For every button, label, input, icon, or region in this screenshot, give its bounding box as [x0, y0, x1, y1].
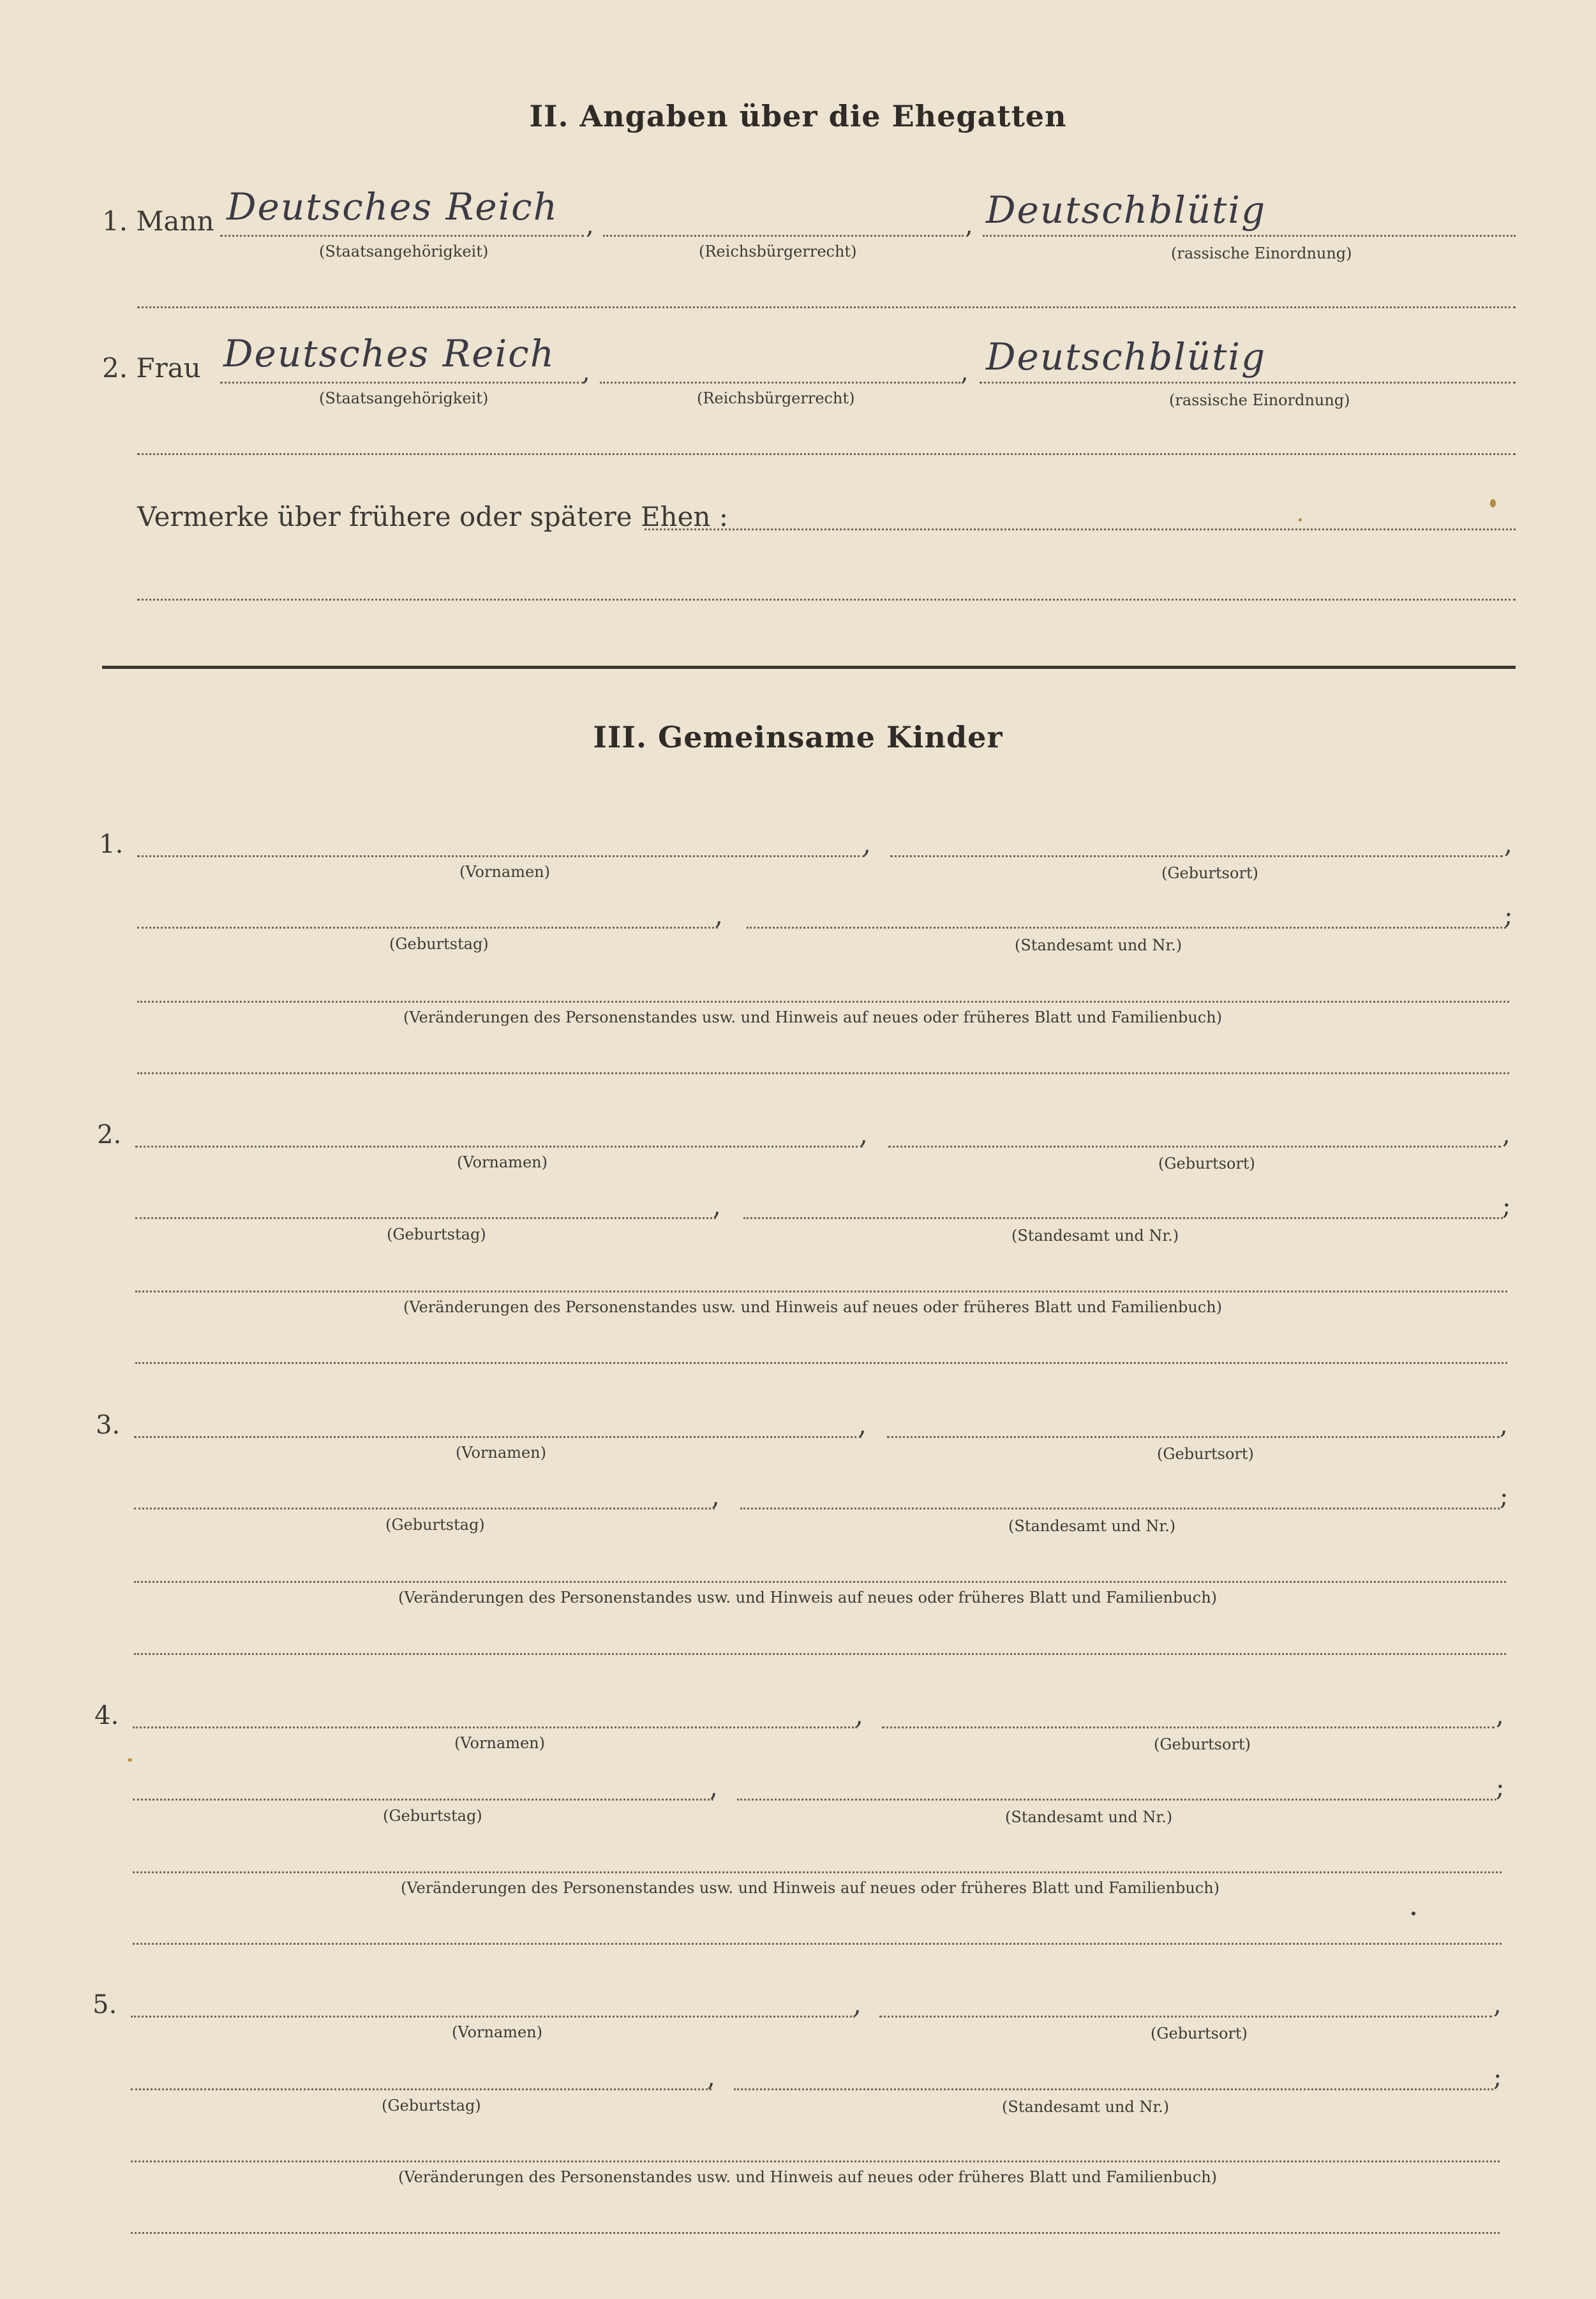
extra-line[interactable] — [131, 2232, 1500, 2234]
standesamt-caption: (Standesamt und Nr.) — [1011, 1227, 1179, 1245]
semicolon: ; — [1502, 1192, 1511, 1221]
vornamen-line[interactable] — [137, 855, 865, 857]
geburtsort-line[interactable] — [890, 855, 1503, 857]
comma: , — [853, 1990, 861, 2019]
vornamen-line[interactable] — [134, 1436, 861, 1438]
geburtsort-caption: (Geburtsort) — [1161, 864, 1258, 882]
frau-reichsbuergerrecht-line[interactable] — [600, 382, 960, 384]
veraenderungen-line[interactable] — [137, 1001, 1509, 1003]
geburtstag-line[interactable] — [137, 927, 718, 929]
vermerke-line[interactable] — [645, 528, 1516, 530]
child-number: 1. — [99, 830, 124, 859]
vornamen-caption: (Vornamen) — [457, 1153, 548, 1171]
frau-staatsangehoerigkeit-line[interactable] — [220, 382, 584, 384]
comma: , — [713, 1192, 721, 1221]
child-number: 5. — [93, 1990, 117, 2019]
comma: , — [582, 357, 590, 387]
comma: , — [712, 1482, 720, 1511]
veraenderungen-line[interactable] — [135, 1291, 1507, 1292]
geburtstag-caption: (Geburtstag) — [389, 935, 489, 953]
comma: , — [855, 1701, 863, 1730]
semicolon: ; — [1493, 2063, 1502, 2092]
frau-extra-line[interactable] — [137, 453, 1516, 455]
geburtstag-line[interactable] — [134, 1508, 715, 1509]
veraenderungen-line[interactable] — [133, 1871, 1502, 1873]
frau-reichsbuergerrecht-caption: (Reichsbürgerrecht) — [697, 389, 855, 407]
geburtstag-caption: (Geburtstag) — [385, 1516, 485, 1534]
comma: , — [1502, 1120, 1510, 1150]
mann-extra-line[interactable] — [137, 306, 1516, 308]
frau-label: 2. Frau — [102, 352, 201, 384]
semicolon: ; — [1504, 901, 1513, 931]
paper-stain — [1490, 499, 1496, 507]
semicolon: ; — [1496, 1773, 1505, 1802]
frau-staatsangehoerigkeit-handwriting: Deutsches Reich — [223, 332, 555, 375]
frau-rassische-caption: (rassische Einordnung) — [1169, 391, 1350, 409]
paper-stain — [128, 1758, 132, 1762]
geburtstag-line[interactable] — [131, 2088, 712, 2090]
geburtstag-line[interactable] — [135, 1217, 716, 1219]
vornamen-caption: (Vornamen) — [459, 863, 550, 881]
veraenderungen-line[interactable] — [134, 1581, 1506, 1583]
veraenderungen-caption: (Veränderungen des Personenstandes usw. und Hinweis auf neues oder früheres Blatt und Familienbuch) — [403, 1298, 1223, 1316]
geburtsort-line[interactable] — [882, 1726, 1495, 1728]
comma: , — [965, 211, 973, 240]
geburtsort-caption: (Geburtsort) — [1151, 2025, 1248, 2042]
vornamen-caption: (Vornamen) — [456, 1444, 546, 1462]
mann-rassische-handwriting: Deutschblütig — [986, 188, 1267, 232]
standesamt-caption: (Standesamt und Nr.) — [1008, 1517, 1176, 1535]
standesamt-line[interactable] — [747, 927, 1506, 929]
geburtstag-caption: (Geburtstag) — [382, 2097, 481, 2115]
mann-staatsangehoerigkeit-line[interactable] — [220, 235, 584, 237]
extra-line[interactable] — [133, 1943, 1502, 1945]
vornamen-caption: (Vornamen) — [452, 2023, 542, 2041]
comma: , — [710, 1773, 718, 1802]
geburtsort-line[interactable] — [888, 1146, 1501, 1148]
comma: , — [586, 211, 594, 240]
vornamen-line[interactable] — [135, 1146, 863, 1148]
geburtsort-line[interactable] — [887, 1436, 1500, 1438]
mann-rassische-line[interactable] — [983, 235, 1516, 237]
section-divider — [102, 666, 1516, 669]
veraenderungen-caption: (Veränderungen des Personenstandes usw. und Hinweis auf neues oder früheres Blatt und Familienbuch) — [401, 1879, 1220, 1897]
veraenderungen-caption: (Veränderungen des Personenstandes usw. und Hinweis auf neues oder früheres Blatt und Familienbuch) — [403, 1008, 1223, 1026]
frau-rassische-handwriting: Deutschblütig — [986, 335, 1267, 378]
veraenderungen-caption: (Veränderungen des Personenstandes usw. und Hinweis auf neues oder früheres Blatt und Familienbuch) — [398, 2168, 1218, 2186]
veraenderungen-caption: (Veränderungen des Personenstandes usw. und Hinweis auf neues oder früheres Blatt und Familienbuch) — [398, 1589, 1218, 1606]
geburtsort-caption: (Geburtsort) — [1158, 1155, 1255, 1172]
mann-rassische-caption: (rassische Einordnung) — [1171, 244, 1352, 262]
standesamt-line[interactable] — [737, 1799, 1496, 1801]
standesamt-caption: (Standesamt und Nr.) — [1005, 1808, 1173, 1826]
comma: , — [1504, 830, 1512, 859]
vermerke-extra-line[interactable] — [137, 599, 1516, 601]
comma: , — [715, 901, 723, 931]
vornamen-line[interactable] — [133, 1726, 857, 1728]
geburtsort-line[interactable] — [879, 2016, 1492, 2018]
semicolon: ; — [1500, 1482, 1509, 1511]
vornamen-caption: (Vornamen) — [454, 1734, 545, 1752]
mann-staatsangehoerigkeit-handwriting: Deutsches Reich — [227, 185, 558, 228]
mann-label: 1. Mann — [102, 206, 214, 237]
section-title-ehegatten: II. Angaben über die Ehegatten — [529, 99, 1067, 133]
mann-staatsangehoerigkeit-caption: (Staatsangehörigkeit) — [319, 243, 489, 260]
comma: , — [1500, 1411, 1508, 1440]
standesamt-caption: (Standesamt und Nr.) — [1002, 2098, 1170, 2116]
child-number: 3. — [96, 1411, 121, 1440]
vornamen-line[interactable] — [131, 2016, 855, 2018]
comma: , — [960, 357, 969, 387]
comma: , — [1496, 1701, 1504, 1730]
geburtsort-caption: (Geburtsort) — [1157, 1445, 1254, 1463]
comma: , — [863, 830, 871, 859]
geburtstag-caption: (Geburtstag) — [383, 1807, 482, 1825]
comma: , — [1493, 1990, 1502, 2019]
child-number: 2. — [97, 1120, 122, 1150]
standesamt-caption: (Standesamt und Nr.) — [1015, 936, 1182, 954]
extra-line[interactable] — [137, 1072, 1509, 1074]
paper-stain — [1299, 518, 1302, 521]
extra-line[interactable] — [134, 1653, 1506, 1655]
child-number: 4. — [94, 1701, 119, 1730]
veraenderungen-line[interactable] — [131, 2160, 1500, 2162]
ink-speck — [1412, 1912, 1415, 1915]
section-title-kinder: III. Gemeinsame Kinder — [593, 720, 1003, 754]
standesamt-line[interactable] — [740, 1508, 1500, 1509]
comma: , — [707, 2063, 715, 2092]
extra-line[interactable] — [135, 1362, 1507, 1364]
standesamt-line[interactable] — [734, 2088, 1493, 2090]
frau-staatsangehoerigkeit-caption: (Staatsangehörigkeit) — [319, 389, 489, 407]
vermerke-label: Vermerke über frühere oder spätere Ehen : — [137, 501, 728, 532]
geburtstag-line[interactable] — [133, 1799, 713, 1801]
comma: , — [860, 1120, 868, 1150]
geburtsort-caption: (Geburtsort) — [1154, 1735, 1251, 1753]
mann-reichsbuergerrecht-caption: (Reichsbürgerrecht) — [699, 243, 857, 260]
standesamt-line[interactable] — [743, 1217, 1503, 1219]
geburtstag-caption: (Geburtstag) — [387, 1225, 486, 1243]
frau-rassische-line[interactable] — [980, 382, 1516, 384]
mann-reichsbuergerrecht-line[interactable] — [603, 235, 964, 237]
comma: , — [858, 1411, 867, 1440]
